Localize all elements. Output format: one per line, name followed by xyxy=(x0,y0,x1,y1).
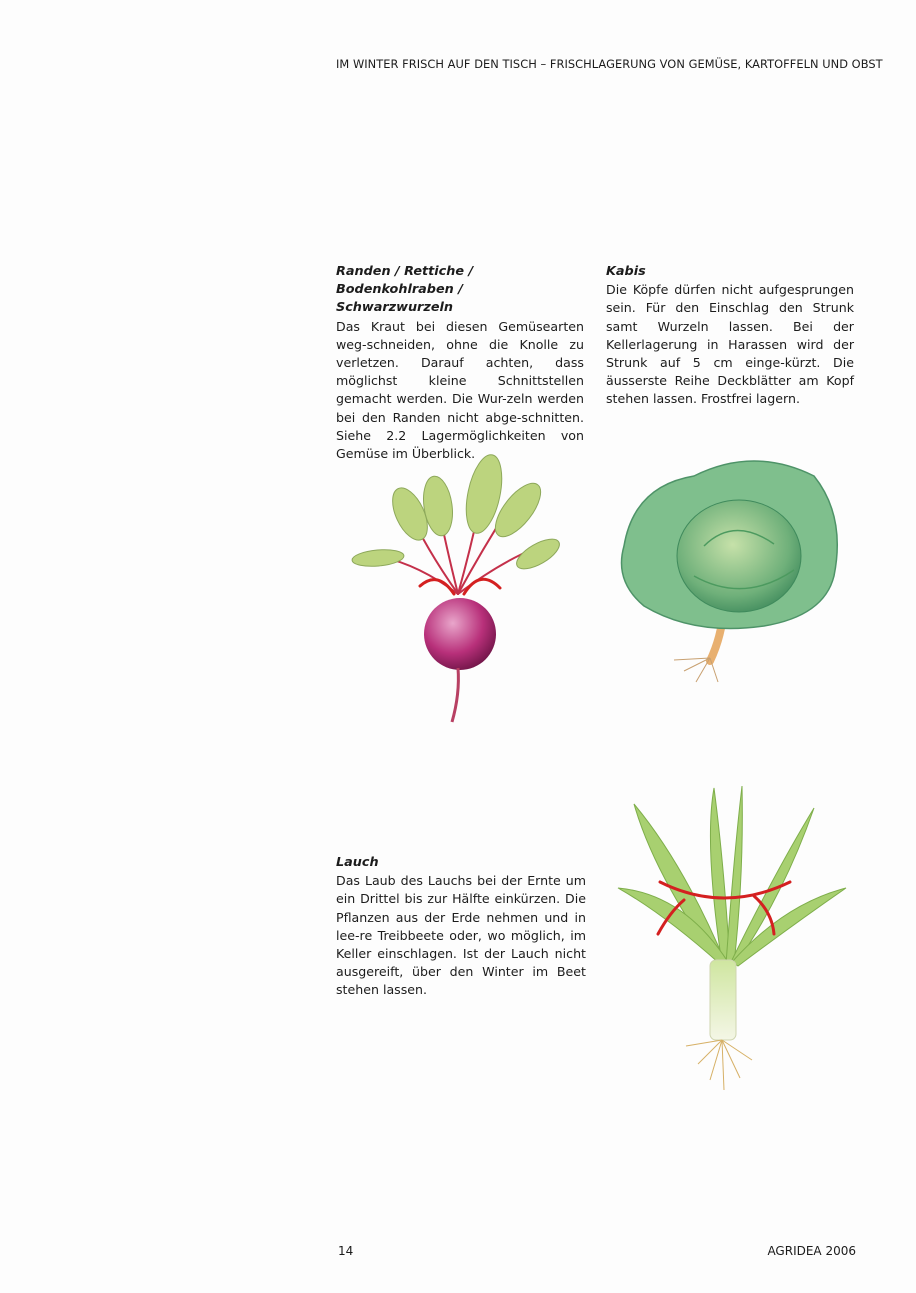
cabbage-illustration xyxy=(614,446,846,686)
section-body: Die Köpfe dürfen nicht aufgesprungen sein. Für den Einschlag den Strunk samt Wurzeln lassen. Bei der Kellerlagerung in Harassen wird der Strunk auf 5 cm einge-kürzt. Die äusserste Reihe Deckblätter am Kopf stehen lassen. Frostfrei lagern. xyxy=(606,282,854,407)
section-kabis xyxy=(606,263,854,409)
section-title: Lauch xyxy=(336,855,379,870)
section-body: Das Kraut bei diesen Gemüsearten weg-schneiden, ohne die Knolle zu verletzen. Darauf achten, dass möglichst kleine Schnittstellen gemacht werden. Die Wur-zeln werden bei den Randen nicht abge-schnitten. Siehe 2.2 Lagermöglichkeiten von Gemüse im Überblick. xyxy=(336,318,584,462)
section-title: Kabis xyxy=(606,264,646,279)
section-lauch xyxy=(336,854,586,1000)
leek-illustration xyxy=(614,784,850,1096)
publisher-footer: AGRIDEA 2006 xyxy=(767,1244,856,1258)
page-number: 14 xyxy=(338,1244,354,1258)
section-body: Das Laub des Lauchs bei der Ernte um ein Drittel bis zur Hälfte einkürzen. Die Pflanzen aus der Erde nehmen und in lee-re Treibbeete oder, wo möglich, im Keller einschlagen. Ist der Lauch nicht ausgereift, über den Winter im Beet stehen lassen. xyxy=(336,873,586,998)
running-header: IM WINTER FRISCH AUF DEN TISCH – FRISCHLAGERUNG VON GEMÜSE, KARTOFFELN UND OBST xyxy=(336,57,883,71)
section-randen xyxy=(336,263,584,463)
beetroot-illustration xyxy=(348,444,570,726)
section-title: Randen / Rettiche / Bodenkohlraben / Schwarzwurzeln xyxy=(336,264,474,316)
